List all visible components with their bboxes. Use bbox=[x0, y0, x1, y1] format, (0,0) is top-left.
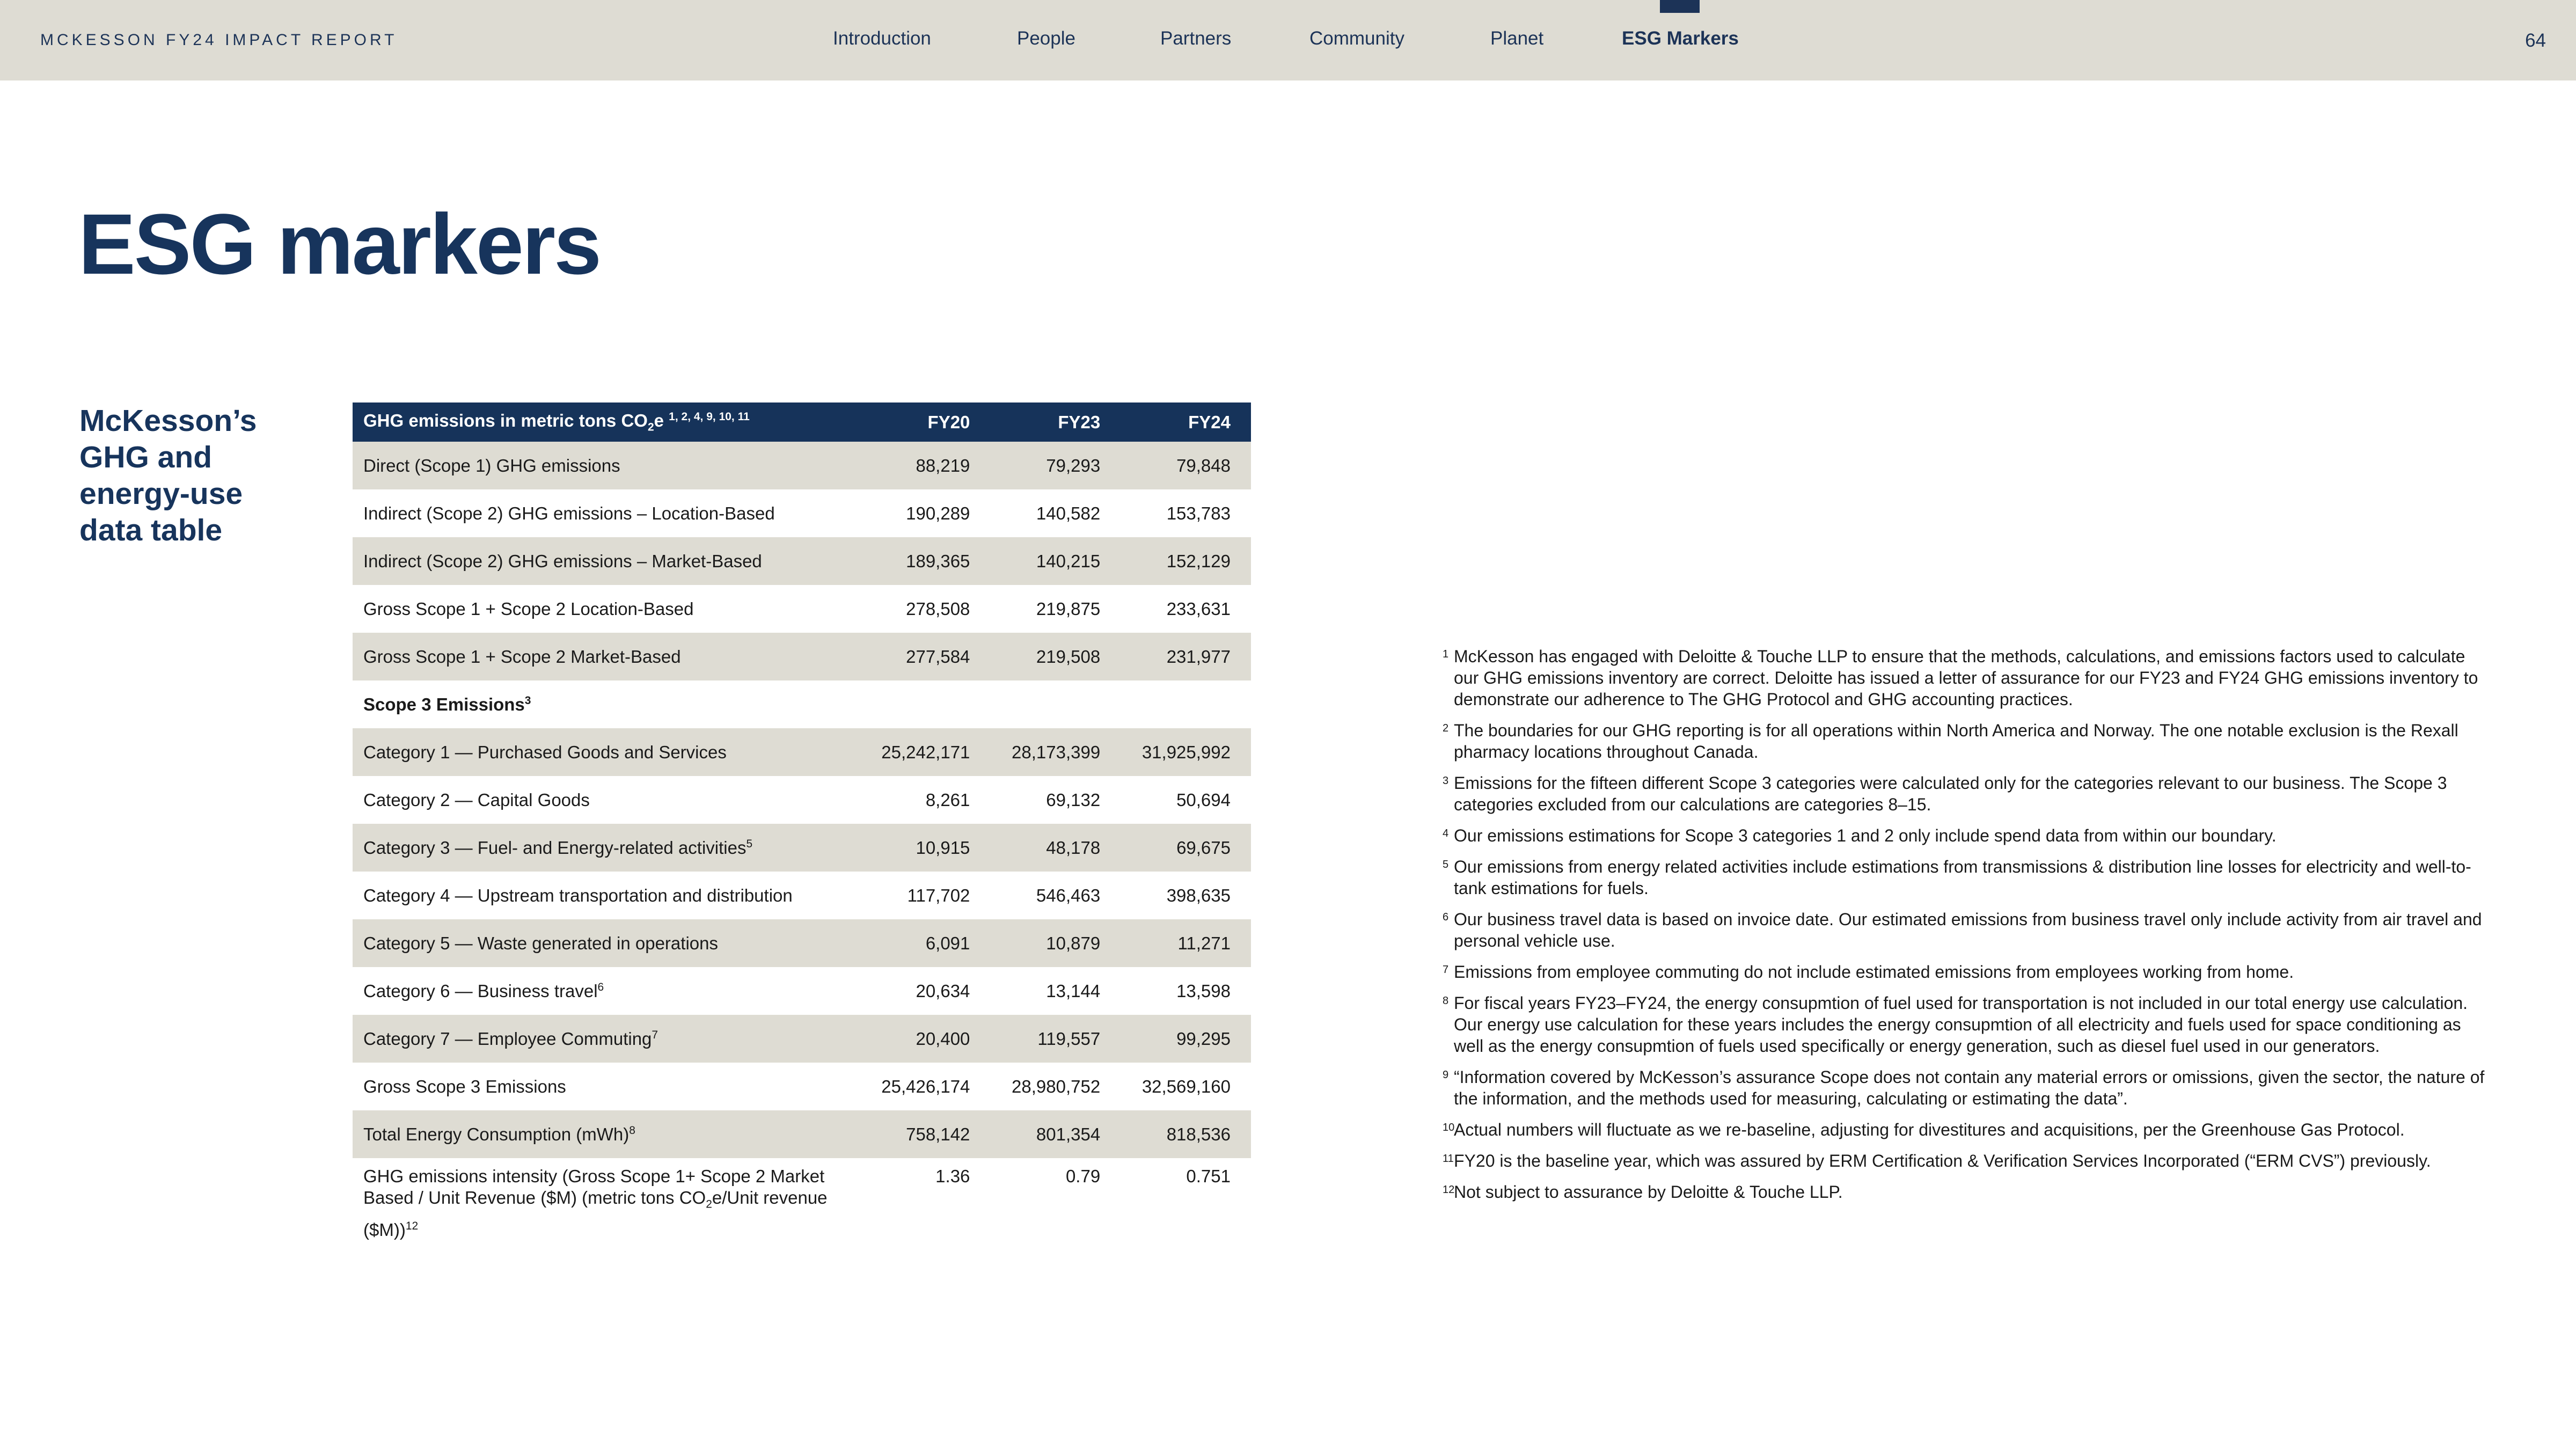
cell-fy23: 119,557 bbox=[990, 1015, 1121, 1063]
footnote-number: 6 bbox=[1443, 911, 1449, 923]
cell-fy20: 20,400 bbox=[860, 1015, 991, 1063]
footnote-number: 8 bbox=[1443, 995, 1449, 1007]
cell-fy20: 758,142 bbox=[860, 1110, 991, 1158]
footnote-item bbox=[1443, 909, 2489, 952]
footnote-item bbox=[1443, 720, 2489, 763]
footnote-text: Our business travel data is based on invoice date. Our estimated emissions from business travel only include activity from air travel and personal vehicle use. bbox=[1454, 910, 2482, 950]
section-nav bbox=[0, 28, 2576, 55]
footnote-item bbox=[1443, 1181, 2489, 1203]
cell-fy24: 31,925,992 bbox=[1121, 728, 1251, 776]
cell-fy20 bbox=[860, 680, 991, 728]
table-header-label: GHG emissions in metric tons $CO_2e$ $^{1, 2, 4, 9, 10, 11}$ bbox=[353, 402, 860, 442]
row-label: Indirect (Scope 2) GHG emissions – Market-Based bbox=[353, 537, 860, 585]
nav-introduction[interactable]: Introduction bbox=[833, 28, 931, 49]
row-label: GHG emissions intensity (Gross Scope 1+ Scope 2 Market Based / Unit Revenue ($M) (metric tons $CO_2e$/Unit revenue ($M))$^{12}$ bbox=[363, 1166, 828, 1240]
row-label: Total Energy Consumption (mWh)$^8$ bbox=[353, 1110, 860, 1158]
cell-fy20: 6,091 bbox=[860, 919, 991, 967]
table-row bbox=[353, 1063, 1251, 1110]
table-row bbox=[353, 919, 1251, 967]
row-label: Category 5 — Waste generated in operations bbox=[353, 919, 860, 967]
ghg-data-table bbox=[353, 402, 1251, 1241]
cell-fy20: 278,508 bbox=[906, 598, 970, 619]
cell-fy23 bbox=[990, 680, 1121, 728]
cell-fy24: 152,129 bbox=[1121, 537, 1251, 585]
page-number: 64 bbox=[2525, 30, 2546, 51]
year-header-fy20: FY20 bbox=[860, 402, 991, 442]
cell-fy20: 190,289 bbox=[906, 503, 970, 523]
cell-fy20: 20,634 bbox=[916, 980, 970, 1001]
cell-fy20: 10,915 bbox=[860, 824, 991, 872]
cell-fy23: 28,173,399 bbox=[990, 728, 1121, 776]
footnote-text: Actual numbers will fluctuate as we re-baseline, adjusting for divestitures and acquisitions, per the Greenhouse Gas Protocol. bbox=[1454, 1120, 2405, 1139]
cell-fy23: 28,980,752 bbox=[1012, 1076, 1101, 1096]
row-label: Category 7 — Employee Commuting$^7$ bbox=[353, 1015, 860, 1063]
footnote-item bbox=[1443, 646, 2489, 710]
cell-fy24: 398,635 bbox=[1166, 885, 1231, 905]
table-row bbox=[353, 633, 1251, 680]
table-row bbox=[353, 728, 1251, 776]
footnote-text: Emissions for the fifteen different Scope 3 categories were calculated only for the categories relevant to our business. The Scope 3 categories excluded from our calculations are categories 8–15. bbox=[1454, 773, 2447, 814]
footnote-number: 1 bbox=[1443, 648, 1449, 660]
footnote-text: Not subject to assurance by Deloitte & Touche LLP. bbox=[1454, 1182, 1843, 1202]
row-label: Category 6 — Business travel$^6$ bbox=[363, 980, 604, 1001]
row-label: Direct (Scope 1) GHG emissions bbox=[353, 442, 860, 489]
footnote-text: For fiscal years FY23–FY24, the energy consupmtion of fuel used for transportation is not included in our total energy use calculation. Our energy use calculation for these years includes the energy consupmtion of all electricity and fuels used for space conditioning as well as the energy consupmtion of fuels used specifically or energy generation, such as diesel fuel used in our generators. bbox=[1454, 993, 2468, 1056]
table-section-row bbox=[353, 680, 1251, 728]
row-label: Category 4 — Upstream transportation and distribution bbox=[363, 885, 793, 905]
cell-fy24: 233,631 bbox=[1166, 598, 1231, 619]
footnote-ref: 6 bbox=[597, 980, 604, 993]
top-bar bbox=[0, 0, 2576, 80]
table-header-row bbox=[353, 402, 1251, 442]
row-label: Scope 3 Emissions$^3$ bbox=[363, 694, 531, 714]
cell-fy20: 25,242,171 bbox=[860, 728, 991, 776]
table-body bbox=[353, 442, 1251, 1241]
cell-fy20: 277,584 bbox=[860, 633, 991, 680]
table-row bbox=[353, 1015, 1251, 1063]
cell-fy23: 0.79 bbox=[1065, 1166, 1101, 1186]
cell-fy20: 88,219 bbox=[860, 442, 991, 489]
row-label: Indirect (Scope 2) GHG emissions – Location-Based bbox=[363, 503, 775, 523]
table-row bbox=[353, 824, 1251, 872]
footnote-ref: 3 bbox=[524, 694, 531, 707]
cell-fy23: 801,354 bbox=[990, 1110, 1121, 1158]
nav-esg-markers[interactable]: ESG Markers bbox=[1622, 28, 1739, 49]
cell-fy24: 13,598 bbox=[1176, 980, 1231, 1001]
cell-fy23: 13,144 bbox=[1046, 980, 1101, 1001]
table-row bbox=[353, 967, 1251, 1015]
page-title: ESG markers bbox=[78, 196, 601, 292]
row-label: Gross Scope 3 Emissions bbox=[363, 1076, 566, 1096]
table-row bbox=[353, 585, 1251, 633]
footnote-text: FY20 is the baseline year, which was assured by ERM Certification & Verification Services Incorporated (“ERM CVS”) previously. bbox=[1454, 1151, 2431, 1170]
cell-fy23: 79,293 bbox=[990, 442, 1121, 489]
row-label: Category 2 — Capital Goods bbox=[363, 789, 590, 810]
active-tab-marker bbox=[1660, 0, 1700, 13]
footnote-number: 12 bbox=[1443, 1184, 1455, 1196]
footnote-ref: 7 bbox=[652, 1028, 658, 1041]
footnote-number: 4 bbox=[1443, 828, 1449, 839]
footnote-text: Our emissions from energy related activities include estimations from transmissions & distribution line losses for electricity and well-to-tank estimations for fuels. bbox=[1454, 857, 2471, 898]
cell-fy23: 546,463 bbox=[1036, 885, 1101, 905]
cell-fy20: 25,426,174 bbox=[881, 1076, 970, 1096]
cell-fy23: 69,132 bbox=[1046, 789, 1101, 810]
report-brand: MCKESSON FY24 IMPACT REPORT bbox=[40, 31, 398, 49]
year-header-fy23: FY23 bbox=[990, 402, 1121, 442]
table-heading: McKesson’s GHG and energy-use data table bbox=[79, 404, 257, 547]
cell-fy24: 153,783 bbox=[1166, 503, 1231, 523]
cell-fy24: 0.751 bbox=[1186, 1166, 1231, 1186]
footnote-number: 11 bbox=[1443, 1153, 1454, 1165]
footnote-item bbox=[1443, 992, 2489, 1057]
footnote-text: Our emissions estimations for Scope 3 categories 1 and 2 only include spend data from within our boundary. bbox=[1454, 826, 2277, 845]
footnote-text: McKesson has engaged with Deloitte & Touche LLP to ensure that the methods, calculations, and emissions factors used to calculate our GHG emissions inventory are correct. Deloitte has issued a letter of assurance for our FY23 and FY24 GHG emissions inventory to demonstrate our adherence to The GHG Protocol and GHG accounting practices. bbox=[1454, 647, 2478, 709]
cell-fy24: 32,569,160 bbox=[1141, 1076, 1231, 1096]
footnote-item bbox=[1443, 1119, 2489, 1140]
cell-fy24: 69,675 bbox=[1121, 824, 1251, 872]
table-row bbox=[353, 776, 1251, 824]
cell-fy24: 11,271 bbox=[1121, 919, 1251, 967]
cell-fy24: 99,295 bbox=[1121, 1015, 1251, 1063]
footnote-text: Emissions from employee commuting do not include estimated emissions from employees working from home. bbox=[1454, 962, 2294, 982]
cell-fy20: 117,702 bbox=[907, 885, 970, 905]
footnote-item bbox=[1443, 961, 2489, 983]
footnote-number: 3 bbox=[1443, 775, 1449, 787]
cell-fy23: 140,582 bbox=[1036, 503, 1101, 523]
footnote-ref: 5 bbox=[746, 837, 753, 850]
cell-fy23: 219,508 bbox=[990, 633, 1121, 680]
row-label: Gross Scope 1 + Scope 2 Location-Based bbox=[363, 598, 694, 619]
footnote-ref: 12 bbox=[405, 1219, 419, 1232]
cell-fy20: 1.36 bbox=[935, 1166, 970, 1186]
footnote-number: 9 bbox=[1443, 1069, 1449, 1081]
footnote-item bbox=[1443, 772, 2489, 815]
footnotes bbox=[1443, 646, 2489, 1212]
footnote-text: “Information covered by McKesson’s assurance Scope does not contain any material errors or omissions, given the sector, the nature of the information, and the methods used for measuring, calculating or estimating the data”. bbox=[1454, 1067, 2485, 1108]
row-label: Category 3 — Fuel- and Energy-related activities$^5$ bbox=[353, 824, 860, 872]
cell-fy20: 8,261 bbox=[925, 789, 970, 810]
nav-planet[interactable]: Planet bbox=[1490, 28, 1544, 49]
table-row-intensity bbox=[353, 1158, 1251, 1241]
footnote-item bbox=[1443, 1150, 2489, 1172]
cell-fy24: 79,848 bbox=[1121, 442, 1251, 489]
cell-fy23: 140,215 bbox=[990, 537, 1121, 585]
row-label: Gross Scope 1 + Scope 2 Market-Based bbox=[353, 633, 860, 680]
nav-partners[interactable]: Partners bbox=[1160, 28, 1232, 49]
cell-fy23: 48,178 bbox=[990, 824, 1121, 872]
year-header-fy24: FY24 bbox=[1121, 402, 1251, 442]
table-row bbox=[353, 537, 1251, 585]
footnote-number: 7 bbox=[1443, 964, 1449, 976]
cell-fy24: 818,536 bbox=[1121, 1110, 1251, 1158]
nav-community[interactable]: Community bbox=[1309, 28, 1404, 49]
cell-fy24: 231,977 bbox=[1121, 633, 1251, 680]
row-label: Category 1 — Purchased Goods and Services bbox=[353, 728, 860, 776]
footnote-number: 10 bbox=[1443, 1122, 1455, 1133]
cell-fy24: 50,694 bbox=[1176, 789, 1231, 810]
cell-fy24 bbox=[1121, 680, 1251, 728]
footnote-ref: 8 bbox=[629, 1124, 635, 1137]
table-row bbox=[353, 872, 1251, 919]
cell-fy23: 10,879 bbox=[990, 919, 1121, 967]
table-row bbox=[353, 442, 1251, 489]
cell-fy23: 219,875 bbox=[1036, 598, 1101, 619]
nav-people[interactable]: People bbox=[1017, 28, 1075, 49]
footnote-item bbox=[1443, 856, 2489, 899]
table-row bbox=[353, 489, 1251, 537]
table-row bbox=[353, 1110, 1251, 1158]
footnote-number: 2 bbox=[1443, 722, 1449, 734]
cell-fy20: 189,365 bbox=[860, 537, 991, 585]
footnote-item bbox=[1443, 1066, 2489, 1109]
footnote-item bbox=[1443, 825, 2489, 846]
footnote-number: 5 bbox=[1443, 859, 1449, 870]
footnote-text: The boundaries for our GHG reporting is for all operations within North America and Norway. The one notable exclusion is the Rexall pharmacy locations throughout Canada. bbox=[1454, 721, 2458, 762]
